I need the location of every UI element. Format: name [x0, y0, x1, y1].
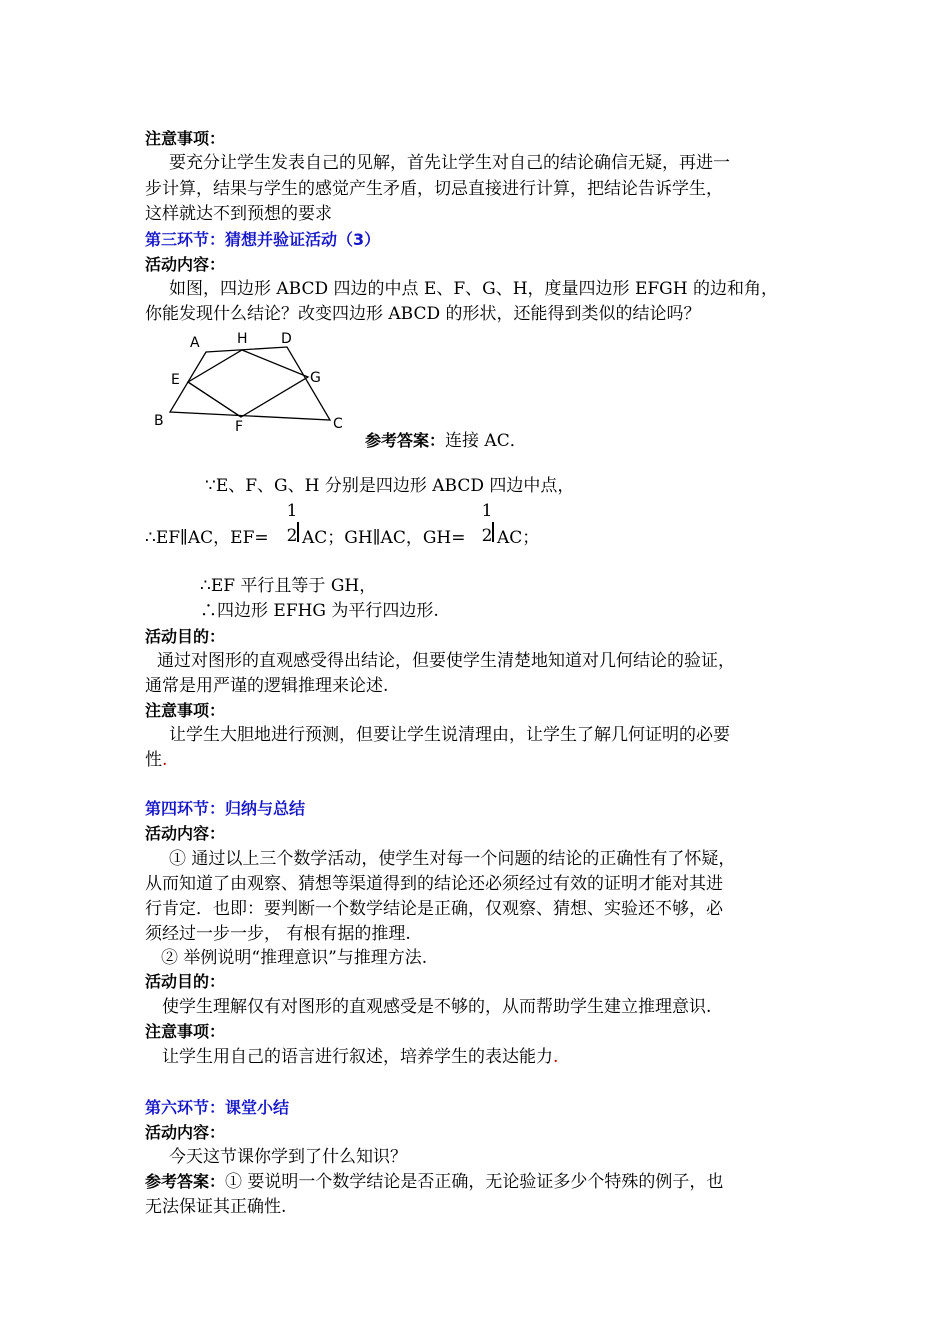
fraction-denominator: 2	[286, 526, 298, 546]
answer-label: 参考答案：	[365, 431, 446, 450]
answer-row	[145, 1170, 723, 1194]
fraction-bar	[297, 522, 299, 542]
content-line: 从而知道了由观察、猜想等渠道得到的结论还必须经过有效的证明才能对其进	[145, 874, 723, 894]
notes-label: 注意事项：	[145, 1022, 226, 1041]
fraction-numerator: 1	[286, 501, 298, 521]
notes-text: 性	[145, 750, 162, 770]
notes-period: .	[553, 1047, 559, 1067]
purpose-label: 活动目的：	[145, 972, 226, 991]
proof-line-b: AC；GH∥AC，GH=	[302, 528, 466, 548]
content-label: 活动内容：	[145, 1123, 226, 1142]
proof-line-c: AC；	[497, 528, 540, 548]
quadrilateral-figure	[150, 325, 355, 435]
content-line: 你能发现什么结论？改变四边形 ABCD 的形状，还能得到类似的结论吗？	[145, 304, 701, 324]
vertex-label-g: G	[310, 370, 321, 386]
answer-text: ① 要说明一个数学结论是否正确，无论验证多少个特殊的例子，也	[225, 1172, 724, 1192]
content-label: 活动内容：	[145, 255, 226, 274]
fraction-bar	[492, 522, 494, 542]
content-line: 行肯定．也即：要判断一个数学结论是正确，仅观察、猜想、实验还不够，必	[145, 899, 723, 919]
vertex-label-a: A	[190, 335, 200, 351]
answer-label: 参考答案：	[145, 1172, 226, 1191]
notes-period: .	[162, 750, 168, 770]
section-title: 第六环节：课堂小结	[145, 1098, 290, 1117]
notes-line: 要充分让学生发表自己的见解，首先让学生对自己的结论确信无疑，再进一	[169, 153, 730, 173]
notes-line: 这样就达不到预想的要求	[145, 204, 332, 224]
section-title: 第四环节：归纳与总结	[145, 799, 306, 818]
answer-text: 连接 AC．	[445, 431, 527, 451]
content-line: ① 通过以上三个数学活动，使学生对每一个问题的结论的正确性有了怀疑，	[169, 849, 736, 869]
proof-line-a: ∴EF∥AC，EF=	[145, 528, 269, 548]
vertex-label-b: B	[154, 413, 164, 429]
content-line: 须经过一步一步， 有根有据的推理.	[145, 924, 411, 944]
proof-line: ∵E、F、G、H 分别是四边形 ABCD 四边中点，	[205, 476, 575, 496]
content-item: ② 举例说明“推理意识”与推理方法.	[161, 948, 428, 968]
notes-line: 步计算，结果与学生的感觉产生矛盾，切忌直接进行计算，把结论告诉学生，	[145, 179, 723, 199]
vertex-label-h: H	[237, 331, 248, 347]
vertex-label-c: C	[333, 416, 343, 432]
section-title: 第三环节：猜想并验证活动（3）	[145, 230, 381, 249]
notes-label: 注意事项：	[145, 129, 226, 148]
fraction-numerator: 1	[481, 501, 493, 521]
notes-label: 注意事项：	[145, 701, 226, 720]
notes-text: 让学生用自己的语言进行叙述，培养学生的表达能力	[162, 1047, 553, 1067]
content-line: 如图，四边形 ABCD 四边的中点 E、F、G、H，度量四边形 EFGH 的边和角，	[169, 279, 778, 299]
proof-line: ∴四边形 EFHG 为平行四边形.	[200, 601, 439, 621]
purpose-line: 通过对图形的直观感受得出结论，但要使学生清楚地知道对几何结论的验证，	[157, 651, 735, 671]
fraction-denominator: 2	[481, 526, 493, 546]
content-line: 今天这节课你学到了什么知识？	[169, 1147, 407, 1167]
answer-line: 无法保证其正确性.	[145, 1197, 287, 1217]
vertex-label-d: D	[281, 331, 292, 347]
purpose-line: 通常是用严谨的逻辑推理来论述.	[145, 676, 389, 696]
proof-line: ∴EF 平行且等于 GH，	[200, 576, 377, 596]
notes-line: 让学生大胆地进行预测，但要让学生说清理由，让学生了解几何证明的必要	[169, 725, 730, 745]
notes-line	[162, 1045, 558, 1069]
notes-line	[145, 748, 167, 772]
purpose-line: 使学生理解仅有对图形的直观感受是不够的，从而帮助学生建立推理意识.	[162, 997, 712, 1017]
vertex-label-e: E	[171, 372, 180, 388]
answer-row	[365, 429, 527, 453]
vertex-label-f: F	[235, 419, 244, 435]
content-label: 活动内容：	[145, 824, 226, 843]
purpose-label: 活动目的：	[145, 627, 226, 646]
